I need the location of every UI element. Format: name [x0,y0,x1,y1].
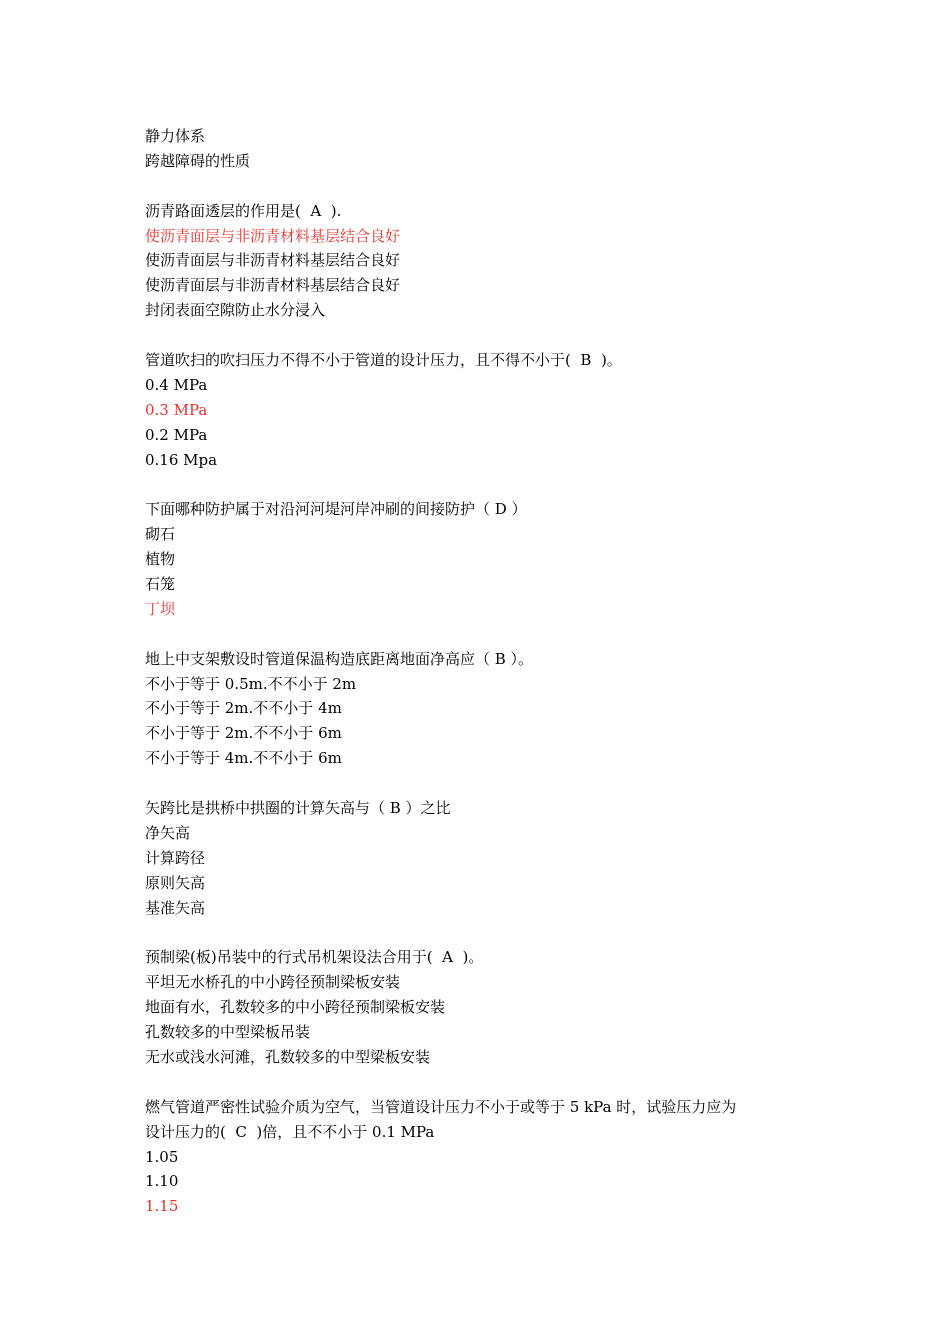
answer-option: 净矢高 [145,823,191,842]
spacer [145,921,825,946]
answer-option-correct: 丁坝 [145,599,176,618]
spacer [145,1070,825,1095]
question-stem: 地上中支架敷设时管道保温构造底距离地面净高应（ B ）。 [145,649,534,668]
answer-option: 原则矢高 [145,873,206,892]
question-stem-continued: 设计压力的( C )倍，且不不小于 0.1 MPa [145,1122,435,1141]
spacer [145,174,825,199]
answer-option: 孔数较多的中型梁板吊装 [145,1023,311,1042]
intro-line: 静力体系 [145,127,206,145]
answer-option: 0.2 MPa [145,425,208,444]
spacer [145,622,825,647]
answer-option: 不小于等于 2m.不不小于 4m [145,699,342,718]
question-stem: 管道吹扫的吹扫压力不得不小于管道的设计压力，且不得不小于( B )。 [145,351,622,370]
question-block [145,796,825,920]
question-stem: 燃气管道严密性试验介质为空气，当管道设计压力不小于或等于 5 kPa 时，试验压力应为 [145,1097,737,1116]
question-block [145,348,825,472]
answer-option-correct: 使沥青面层与非沥青材料基层结合良好 [145,226,401,245]
answer-option: 使沥青面层与非沥青材料基层结合良好 [145,251,401,270]
question-stem: 沥青路面透层的作用是( A ). [145,201,342,220]
answer-option: 不小于等于 0.5m.不不小于 2m [145,674,357,693]
question-block [145,945,825,1069]
answer-option: 基准矢高 [145,898,206,917]
intro-line: 跨越障碍的性质 [145,151,251,170]
question-block [145,1095,825,1219]
answer-option: 使沥青面层与非沥青材料基层结合良好 [145,276,401,295]
answer-option: 0.4 MPa [145,375,208,394]
answer-option: 1.05 [145,1147,179,1166]
answer-option: 石笼 [145,575,176,594]
answer-option-correct: 1.15 [145,1197,179,1216]
spacer [145,323,825,348]
question-block [145,199,825,323]
answer-option: 植物 [145,550,176,569]
question-block [145,647,825,771]
answer-option-correct: 0.3 MPa [145,400,208,419]
question-stem: 预制梁(板)吊装中的行式吊机架设法合用于( A )。 [145,948,484,967]
answer-option: 地面有水，孔数较多的中小跨径预制梁板安装 [145,998,446,1017]
answer-option: 计算跨径 [145,848,206,867]
answer-option: 0.16 Mpa [145,450,218,469]
answer-option: 1.10 [145,1172,179,1191]
answer-option: 封闭表面空隙防止水分浸入 [145,301,326,320]
question-stem: 下面哪种防护属于对沿河河堤河岸冲刷的间接防护（ D ） [145,500,527,519]
answer-option: 不小于等于 2m.不不小于 6m [145,724,342,743]
document-page [145,124,825,1219]
answer-option: 不小于等于 4m.不不小于 6m [145,749,342,768]
question-stem: 矢跨比是拱桥中拱圈的计算矢高与（ B ）之比 [145,799,451,818]
spacer [145,472,825,497]
spacer [145,771,825,796]
question-block [145,497,825,621]
answer-option: 砌石 [145,525,176,544]
answer-option: 平坦无水桥孔的中小跨径预制梁板安装 [145,973,401,992]
answer-option: 无水或浅水河滩，孔数较多的中型梁板安装 [145,1047,431,1066]
